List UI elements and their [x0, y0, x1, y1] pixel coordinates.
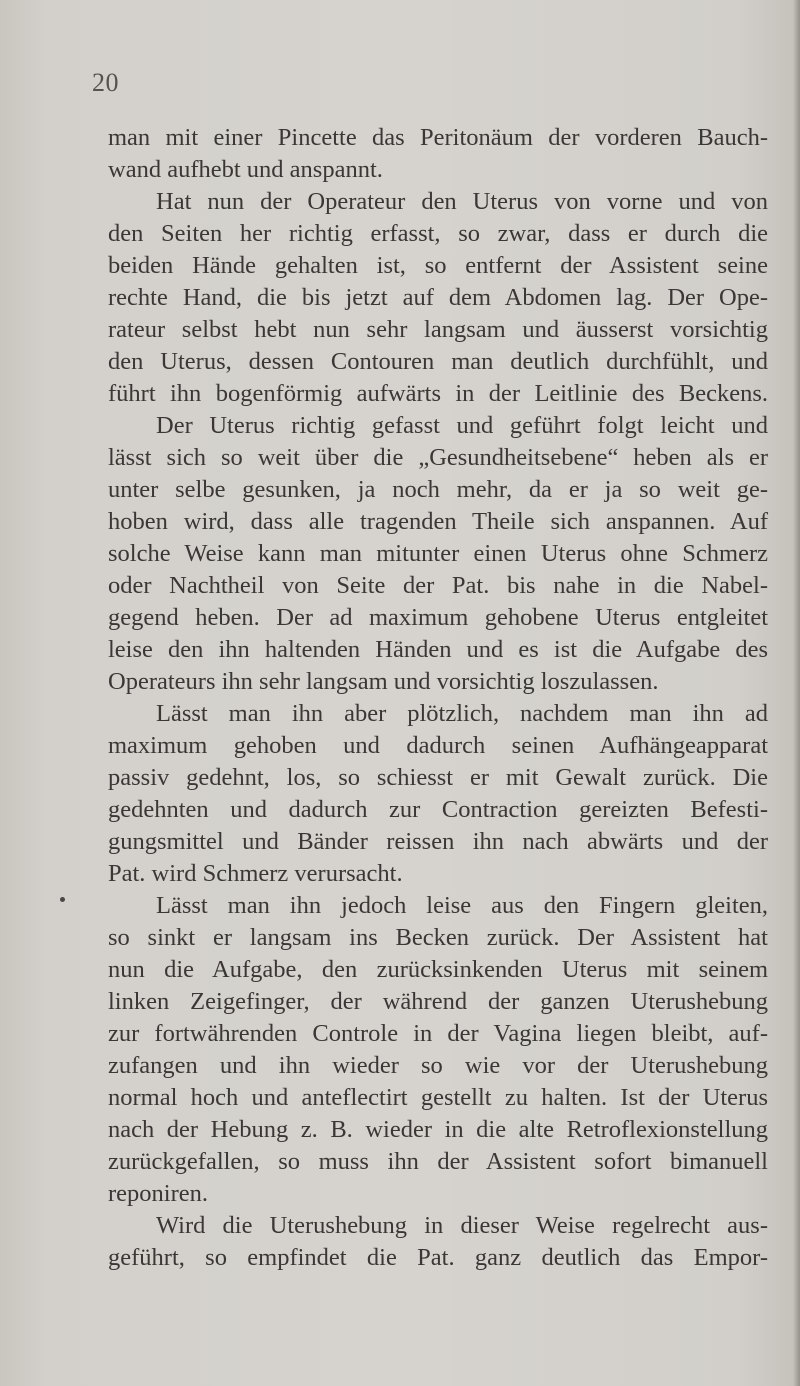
- body-text: [108, 122, 768, 1274]
- text-line: maximum gehoben und dadurch seinen Aufhängeapparat: [108, 732, 768, 759]
- text-line: rechte Hand, die bis jetzt auf dem Abdomen lag. Der Ope-: [108, 284, 768, 311]
- text-line: geführt, so empfindet die Pat. ganz deutlich das Empor-: [108, 1244, 768, 1271]
- text-line: zurückgefallen, so muss ihn der Assistent sofort bimanuell: [108, 1148, 768, 1175]
- page-number: 20: [92, 68, 119, 97]
- text-line: oder Nachtheil von Seite der Pat. bis nahe in die Nabel-: [108, 572, 768, 599]
- text-line: Der Uterus richtig gefasst und geführt folgt leicht und: [156, 412, 768, 439]
- text-line: rateur selbst hebt nun sehr langsam und äusserst vorsichtig: [108, 316, 768, 343]
- text-line: beiden Hände gehalten ist, so entfernt der Assistent seine: [108, 252, 768, 279]
- text-line: Lässt man ihn aber plötzlich, nachdem man ihn ad: [156, 700, 768, 727]
- text-line: solche Weise kann man mitunter einen Uterus ohne Schmerz: [108, 540, 768, 567]
- text-line: zufangen und ihn wieder so wie vor der Uterushebung: [108, 1052, 768, 1079]
- text-line: reponiren.: [108, 1180, 208, 1207]
- text-line: unter selbe gesunken, ja noch mehr, da er ja so weit ge-: [108, 476, 768, 503]
- text-line: Wird die Uterushebung in dieser Weise regelrecht aus-: [156, 1212, 768, 1239]
- text-line: Hat nun der Operateur den Uterus von vorne und von: [156, 188, 768, 215]
- text-line: den Uterus, dessen Contouren man deutlich durchfühlt, und: [108, 348, 768, 375]
- text-line: nun die Aufgabe, den zurücksinkenden Uterus mit seinem: [108, 956, 768, 983]
- text-line: so sinkt er langsam ins Becken zurück. Der Assistent hat: [108, 924, 768, 951]
- text-line: normal hoch und anteflectirt gestellt zu halten. Ist der Uterus: [108, 1084, 768, 1111]
- text-line: passiv gedehnt, los, so schiesst er mit Gewalt zurück. Die: [108, 764, 768, 791]
- text-line: hoben wird, dass alle tragenden Theile sich anspannen. Auf: [108, 508, 768, 535]
- text-line: wand aufhebt und anspannt.: [108, 156, 383, 183]
- text-line: zur fortwährenden Controle in der Vagina liegen bleibt, auf-: [108, 1020, 768, 1047]
- text-line: gungsmittel und Bänder reissen ihn nach abwärts und der: [108, 828, 768, 855]
- text-line: gegend heben. Der ad maximum gehobene Uterus entgleitet: [108, 604, 768, 631]
- text-line: lässt sich so weit über die „Gesundheitsebene“ heben als er: [108, 444, 768, 471]
- text-line: gedehnten und dadurch zur Contraction gereizten Befesti-: [108, 796, 768, 823]
- text-line: leise den ihn haltenden Händen und es ist die Aufgabe des: [108, 636, 768, 663]
- text-line: nach der Hebung z. B. wieder in die alte Retroflexionstellung: [108, 1116, 768, 1143]
- text-line: führt ihn bogenförmig aufwärts in der Leitlinie des Beckens.: [108, 380, 768, 407]
- text-line: linken Zeigefinger, der während der ganzen Uterushebung: [108, 988, 768, 1015]
- text-line: man mit einer Pincette das Peritonäum der vorderen Bauch-: [108, 124, 768, 151]
- text-line: Lässt man ihn jedoch leise aus den Fingern gleiten,: [156, 892, 768, 919]
- text-line: Pat. wird Schmerz verursacht.: [108, 860, 403, 887]
- text-line: den Seiten her richtig erfasst, so zwar, dass er durch die: [108, 220, 768, 247]
- margin-dot: [60, 897, 65, 902]
- text-line: Operateurs ihn sehr langsam und vorsichtig loszulassen.: [108, 668, 659, 695]
- page-edge-shadow: [793, 0, 800, 1386]
